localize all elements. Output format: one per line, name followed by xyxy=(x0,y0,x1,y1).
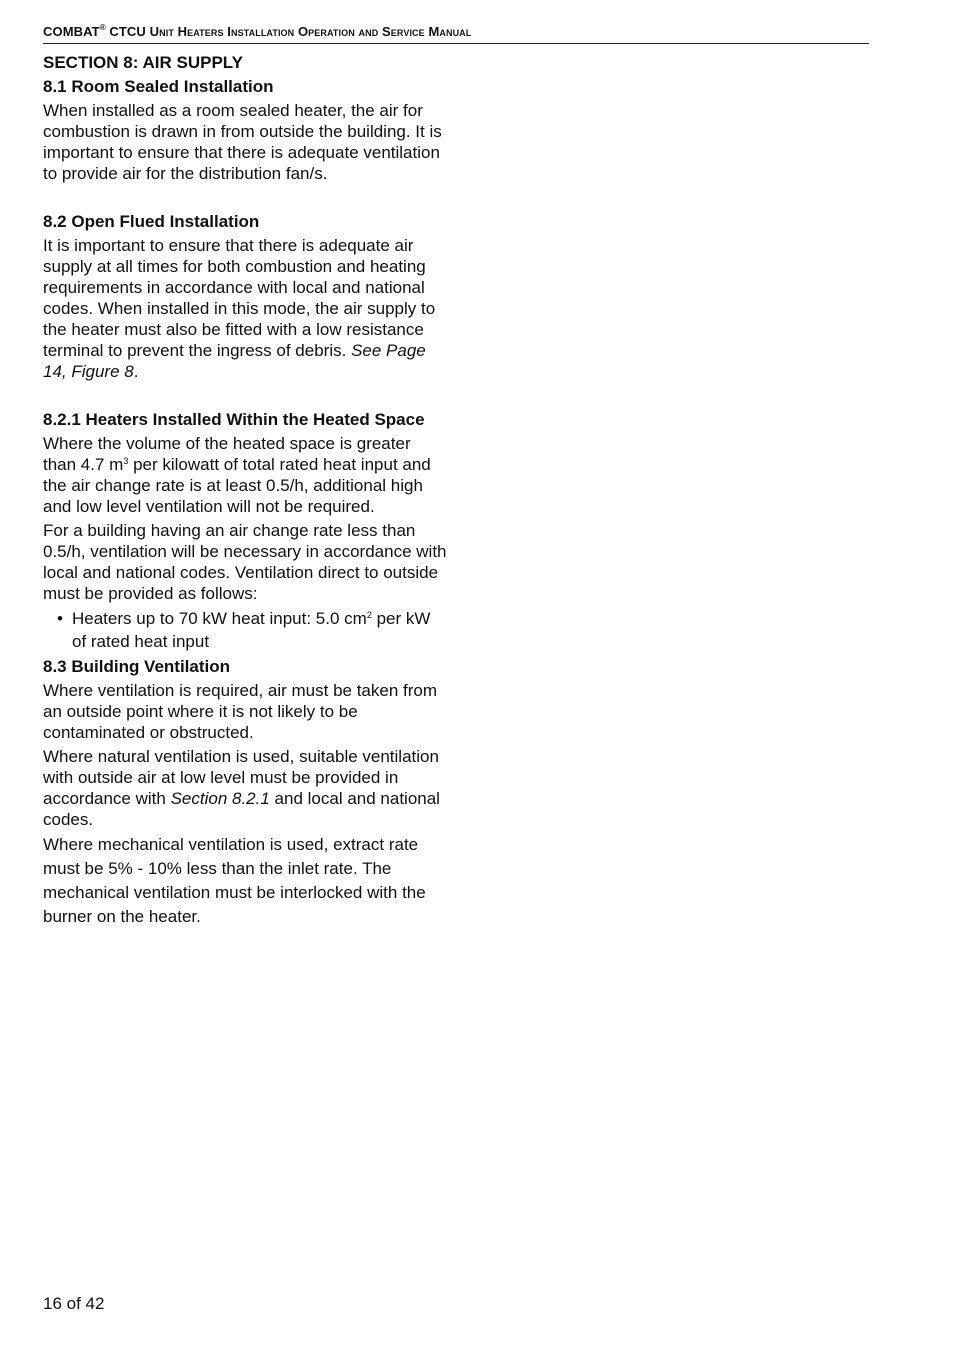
ventilation-list xyxy=(43,607,448,653)
paragraph-8-2-end: . xyxy=(133,362,139,381)
superscript-2: 2 xyxy=(366,610,372,620)
header-title: Unit Heaters Installation Operation and Service Manual xyxy=(149,24,472,39)
paragraph-8-3-c: Where mechanical ventilation is used, extract rate must be 5% - 10% less than the inlet rate. The mechanical ventilation must be interlocked with the burner on the heater. xyxy=(43,835,426,926)
paragraph-8-2-1-b: For a building having an air change rate less than 0.5/h, ventilation will be necessary in accordance with local and national codes. Ventilation direct to outside must be provided as follows: xyxy=(43,521,447,603)
section-title: SECTION 8: AIR SUPPLY xyxy=(43,53,243,72)
paragraph-8-3-a: Where ventilation is required, air must be taken from an outside point where it is not likely to be contaminated or obstructed. xyxy=(43,681,438,742)
last-paragraph-wrap xyxy=(43,833,448,929)
heading-8-3: 8.3 Building Ventilation xyxy=(43,657,231,676)
bullet-icon: • xyxy=(57,609,63,628)
header-brand: COMBAT xyxy=(43,24,100,39)
spacer xyxy=(43,385,448,409)
heading-8-2: 8.2 Open Flued Installation xyxy=(43,212,260,231)
paragraph-8-3-b xyxy=(43,746,448,830)
paragraph-8-2-text: It is important to ensure that there is adequate air supply at all times for both combustion and heating requirements in accordance with local and national codes. When installed in this mode, the air supply to the heater must also be fitted with a low resistance terminal to prevent the ingress of debris. xyxy=(43,236,436,360)
paragraph-8-3-b-text1: Where natural ventilation is used, suitable ventilation with outside air at low level must be provided in accordance with xyxy=(43,747,439,808)
paragraph-8-2-1-a xyxy=(43,433,448,517)
header-model: CTCU xyxy=(109,24,146,39)
list-item xyxy=(43,607,448,653)
paragraph-8-2-1-a-text2: per kilowatt of total rated heat input and the air change rate is at least 0.5/h, additional high and low level ventilation will not be required. xyxy=(43,455,431,516)
list-item-text1: Heaters up to 70 kW heat input: 5.0 cm xyxy=(72,609,367,628)
running-header xyxy=(43,24,869,44)
main-column xyxy=(43,52,448,932)
section-reference-link[interactable]: Section 8.2.1 xyxy=(170,789,270,808)
paragraph-8-2 xyxy=(43,235,448,382)
header-reg-mark: ® xyxy=(99,23,106,32)
paragraph-8-1: When installed as a room sealed heater, the air for combustion is drawn in from outside the building. It is important to ensure that there is adequate ventilation to provide air for the distribution fan/s. xyxy=(43,101,442,183)
list-item-text2: per kW of rated heat input xyxy=(72,609,431,651)
figure-reference-link[interactable]: See Page 14, Figure 8 xyxy=(43,341,426,381)
paragraph-8-3-b-text2: and local and national codes. xyxy=(43,789,440,829)
superscript-3: 3 xyxy=(123,456,129,466)
paragraph-8-2-1-a-text1: Where the volume of the heated space is greater than 4.7 m xyxy=(43,434,411,474)
heading-8-2-1: 8.2.1 Heaters Installed Within the Heated Space xyxy=(43,410,425,429)
spacer xyxy=(43,187,448,211)
page-number: 16 of 42 xyxy=(43,1294,105,1313)
heading-8-1: 8.1 Room Sealed Installation xyxy=(43,77,274,96)
